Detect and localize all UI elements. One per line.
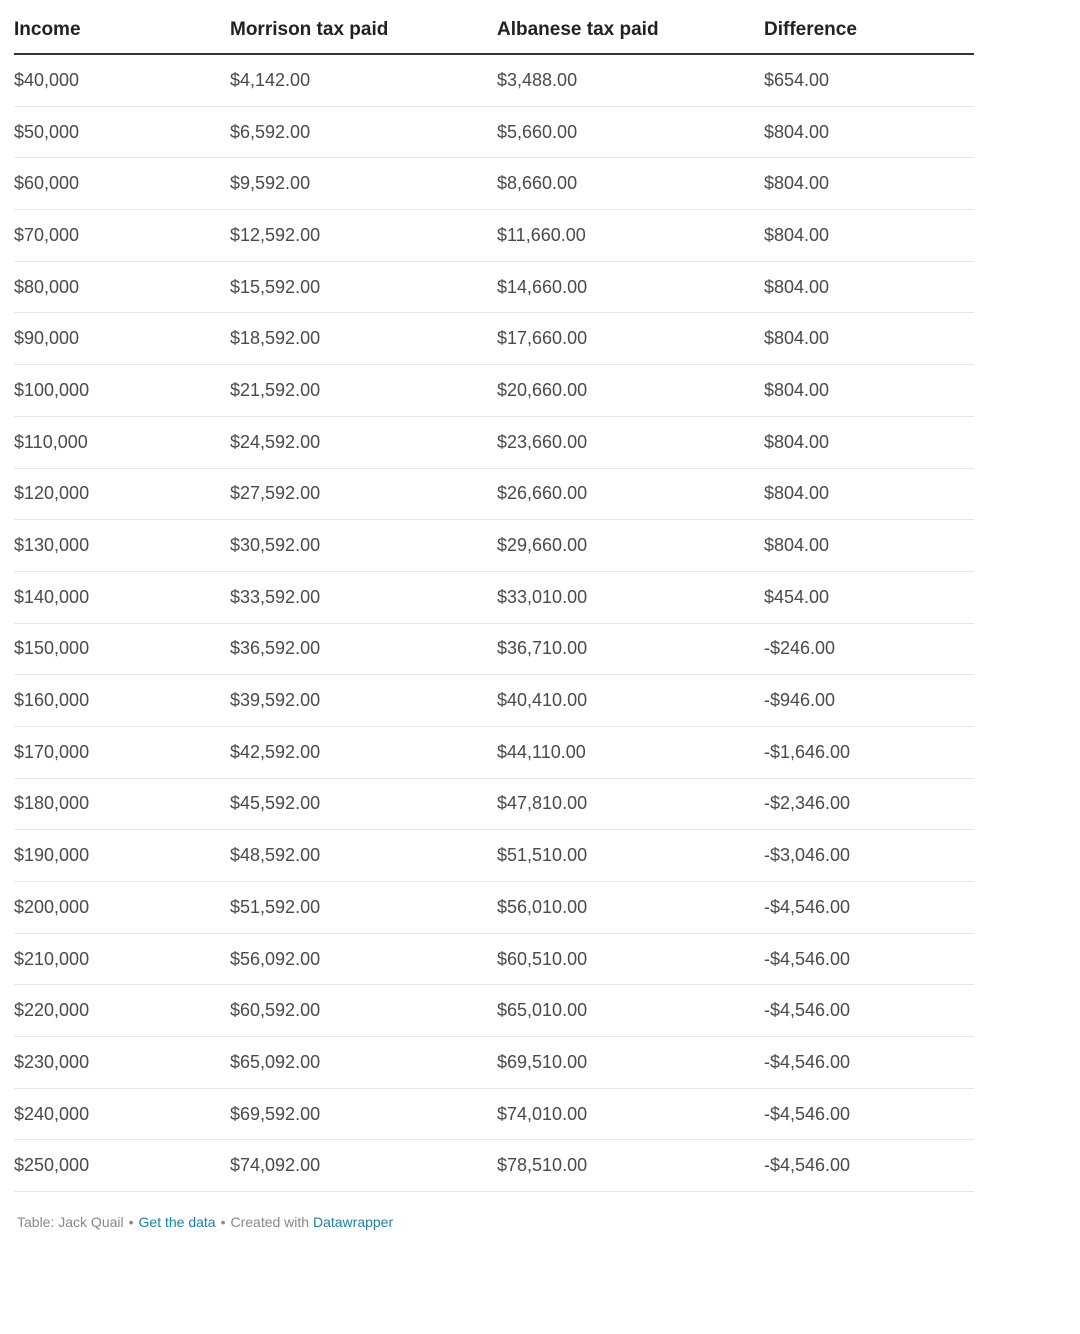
cell-morrison-tax-paid: $18,592.00 bbox=[230, 328, 321, 349]
cell-income: $110,000 bbox=[14, 431, 88, 452]
cell-morrison-tax-paid: $65,092.00 bbox=[230, 1051, 321, 1072]
cell-income: $210,000 bbox=[14, 948, 90, 969]
cell-albanese-tax-paid: $44,110.00 bbox=[497, 741, 586, 762]
cell-morrison-tax-paid: $39,592.00 bbox=[230, 690, 321, 711]
cell-difference: $804.00 bbox=[764, 276, 830, 297]
table-row bbox=[14, 469, 974, 521]
cell-income: $100,000 bbox=[14, 379, 90, 400]
cell-albanese-tax-paid: $11,660.00 bbox=[497, 224, 586, 245]
cell-difference: -$4,546.00 bbox=[764, 896, 851, 917]
cell-morrison-tax-paid: $48,592.00 bbox=[230, 845, 321, 866]
cell-difference: -$1,646.00 bbox=[764, 741, 851, 762]
cell-albanese-tax-paid: $26,660.00 bbox=[497, 483, 588, 504]
cell-income: $190,000 bbox=[14, 845, 90, 866]
table-row bbox=[14, 313, 974, 365]
cell-albanese-tax-paid: $74,010.00 bbox=[497, 1103, 588, 1124]
column-header-income[interactable]: Income bbox=[14, 18, 81, 40]
cell-difference: -$4,546.00 bbox=[764, 1155, 851, 1176]
table-row bbox=[14, 210, 974, 262]
cell-morrison-tax-paid: $60,592.00 bbox=[230, 1000, 321, 1021]
table-footer bbox=[17, 1214, 393, 1230]
cell-difference: -$4,546.00 bbox=[764, 948, 851, 969]
cell-income: $80,000 bbox=[14, 276, 80, 297]
cell-difference: -$4,546.00 bbox=[764, 1051, 851, 1072]
cell-difference: $804.00 bbox=[764, 535, 830, 556]
table-row bbox=[14, 985, 974, 1037]
table-header bbox=[14, 0, 974, 55]
cell-income: $250,000 bbox=[14, 1155, 90, 1176]
cell-albanese-tax-paid: $40,410.00 bbox=[497, 690, 588, 711]
cell-difference: -$2,346.00 bbox=[764, 793, 851, 814]
table-row bbox=[14, 107, 974, 159]
cell-income: $90,000 bbox=[14, 328, 80, 349]
cell-income: $130,000 bbox=[14, 535, 90, 556]
cell-albanese-tax-paid: $60,510.00 bbox=[497, 948, 588, 969]
footer-separator: • bbox=[128, 1214, 134, 1230]
cell-albanese-tax-paid: $51,510.00 bbox=[497, 845, 588, 866]
table-row bbox=[14, 520, 974, 572]
cell-difference: $454.00 bbox=[764, 586, 830, 607]
datawrapper-link[interactable]: Datawrapper bbox=[312, 1214, 394, 1230]
table-row bbox=[14, 417, 974, 469]
cell-difference: $804.00 bbox=[764, 328, 830, 349]
table-row bbox=[14, 882, 974, 934]
cell-income: $60,000 bbox=[14, 173, 80, 194]
cell-morrison-tax-paid: $6,592.00 bbox=[230, 121, 311, 142]
table-row bbox=[14, 262, 974, 314]
cell-morrison-tax-paid: $4,142.00 bbox=[230, 69, 311, 90]
cell-morrison-tax-paid: $24,592.00 bbox=[230, 431, 321, 452]
cell-income: $200,000 bbox=[14, 896, 90, 917]
cell-difference: $804.00 bbox=[764, 431, 830, 452]
table-row bbox=[14, 365, 974, 417]
cell-morrison-tax-paid: $33,592.00 bbox=[230, 586, 321, 607]
cell-morrison-tax-paid: $21,592.00 bbox=[230, 379, 321, 400]
cell-income: $40,000 bbox=[14, 69, 80, 90]
cell-difference: $804.00 bbox=[764, 483, 830, 504]
cell-income: $50,000 bbox=[14, 121, 80, 142]
data-table bbox=[14, 0, 974, 1192]
cell-income: $140,000 bbox=[14, 586, 90, 607]
cell-income: $220,000 bbox=[14, 1000, 90, 1021]
cell-albanese-tax-paid: $33,010.00 bbox=[497, 586, 588, 607]
cell-morrison-tax-paid: $9,592.00 bbox=[230, 173, 311, 194]
cell-albanese-tax-paid: $14,660.00 bbox=[497, 276, 588, 297]
cell-albanese-tax-paid: $23,660.00 bbox=[497, 431, 588, 452]
cell-difference: -$4,546.00 bbox=[764, 1103, 851, 1124]
cell-income: $70,000 bbox=[14, 224, 80, 245]
column-header-albanese-tax-paid[interactable]: Albanese tax paid bbox=[497, 18, 659, 40]
cell-albanese-tax-paid: $65,010.00 bbox=[497, 1000, 588, 1021]
cell-morrison-tax-paid: $12,592.00 bbox=[230, 224, 321, 245]
cell-income: $240,000 bbox=[14, 1103, 90, 1124]
cell-difference: $804.00 bbox=[764, 173, 830, 194]
cell-difference: $804.00 bbox=[764, 224, 830, 245]
cell-albanese-tax-paid: $78,510.00 bbox=[497, 1155, 588, 1176]
table-row bbox=[14, 1037, 974, 1089]
table-row bbox=[14, 572, 974, 624]
cell-albanese-tax-paid: $29,660.00 bbox=[497, 535, 588, 556]
table-row bbox=[14, 55, 974, 107]
cell-income: $170,000 bbox=[14, 741, 90, 762]
cell-albanese-tax-paid: $56,010.00 bbox=[497, 896, 588, 917]
cell-morrison-tax-paid: $15,592.00 bbox=[230, 276, 321, 297]
source-credit: Table: Jack Quail bbox=[17, 1214, 124, 1230]
cell-albanese-tax-paid: $3,488.00 bbox=[497, 69, 578, 90]
cell-difference: $654.00 bbox=[764, 69, 830, 90]
cell-income: $150,000 bbox=[14, 638, 90, 659]
cell-difference: $804.00 bbox=[764, 379, 830, 400]
cell-difference: -$246.00 bbox=[764, 638, 836, 659]
cell-difference: -$946.00 bbox=[764, 690, 836, 711]
table-row bbox=[14, 158, 974, 210]
cell-income: $230,000 bbox=[14, 1051, 90, 1072]
table-row bbox=[14, 1140, 974, 1192]
cell-difference: -$4,546.00 bbox=[764, 1000, 851, 1021]
get-the-data-link[interactable]: Get the data bbox=[138, 1214, 216, 1230]
cell-difference: $804.00 bbox=[764, 121, 830, 142]
column-header-morrison-tax-paid[interactable]: Morrison tax paid bbox=[230, 18, 389, 40]
cell-income: $120,000 bbox=[14, 483, 90, 504]
table-row bbox=[14, 934, 974, 986]
cell-income: $180,000 bbox=[14, 793, 90, 814]
cell-albanese-tax-paid: $17,660.00 bbox=[497, 328, 588, 349]
cell-morrison-tax-paid: $69,592.00 bbox=[230, 1103, 321, 1124]
table-row bbox=[14, 624, 974, 676]
created-with-text: Created with bbox=[230, 1214, 310, 1230]
cell-morrison-tax-paid: $36,592.00 bbox=[230, 638, 321, 659]
cell-albanese-tax-paid: $36,710.00 bbox=[497, 638, 588, 659]
cell-albanese-tax-paid: $47,810.00 bbox=[497, 793, 588, 814]
column-header-difference[interactable]: Difference bbox=[764, 18, 857, 40]
footer-separator: • bbox=[220, 1214, 226, 1230]
cell-albanese-tax-paid: $5,660.00 bbox=[497, 121, 578, 142]
cell-morrison-tax-paid: $51,592.00 bbox=[230, 896, 321, 917]
table-row bbox=[14, 779, 974, 831]
cell-morrison-tax-paid: $45,592.00 bbox=[230, 793, 321, 814]
table-row bbox=[14, 1089, 974, 1141]
cell-albanese-tax-paid: $20,660.00 bbox=[497, 379, 588, 400]
table-row bbox=[14, 830, 974, 882]
table-row bbox=[14, 727, 974, 779]
table-body bbox=[14, 55, 974, 1192]
cell-morrison-tax-paid: $27,592.00 bbox=[230, 483, 321, 504]
cell-morrison-tax-paid: $42,592.00 bbox=[230, 741, 321, 762]
cell-albanese-tax-paid: $8,660.00 bbox=[497, 173, 578, 194]
cell-income: $160,000 bbox=[14, 690, 90, 711]
cell-albanese-tax-paid: $69,510.00 bbox=[497, 1051, 588, 1072]
cell-morrison-tax-paid: $56,092.00 bbox=[230, 948, 321, 969]
table-row bbox=[14, 675, 974, 727]
cell-morrison-tax-paid: $30,592.00 bbox=[230, 535, 321, 556]
cell-morrison-tax-paid: $74,092.00 bbox=[230, 1155, 321, 1176]
cell-difference: -$3,046.00 bbox=[764, 845, 851, 866]
